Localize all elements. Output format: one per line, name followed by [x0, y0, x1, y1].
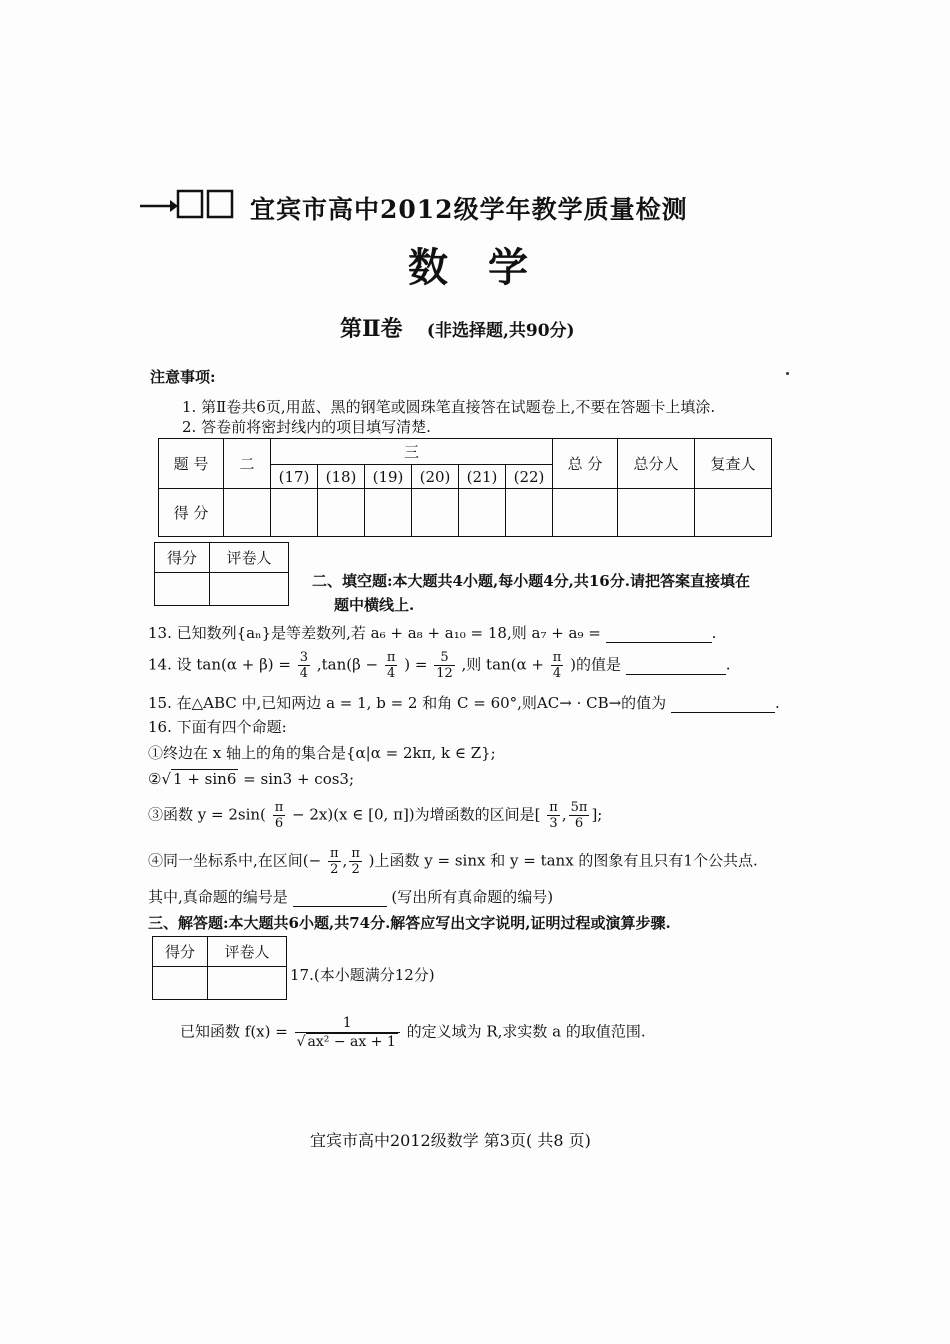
denominator: 2	[351, 862, 360, 877]
grader-name-cell[interactable]	[208, 967, 287, 1000]
proposition-4-text-a: ④同一坐标系中,在区间(−	[148, 851, 322, 870]
question-14: 14. 设 tan(α + β) = $\frac{3}{4}$ ,tan(β − $\frac{\pi}{4}$ ) = $\frac{5}{12}$ ,则 tan(α + $\frac{\pi}{4}$ )的值是 .	[148, 650, 731, 681]
fraction-reciprocal-sqrt	[295, 1014, 400, 1051]
sub-col-21: (21)	[459, 465, 506, 489]
fraction-pi-2	[349, 846, 362, 877]
col-three: 三	[271, 439, 553, 465]
proposition-1: ①终边在 x 轴上的角的集合是{α|α = 2kπ, k ∈ Z};	[148, 744, 496, 762]
proposition-2: ②√ 1 + sin6 = sin3 + cos3;	[148, 770, 355, 788]
proposition-4-text-c: )上函数 y = sinx 和 y = tanx 的图象有且只有1个公共点.	[368, 851, 758, 870]
question-13: 13. 已知数列{aₙ}是等差数列,若 a₆ + a₈ + a₁₀ = 18,则 a₇ + a₉ = .	[148, 624, 717, 642]
speck	[786, 372, 789, 375]
fraction-5-12	[434, 650, 455, 681]
question-13-text: 13. 已知数列{aₙ}是等差数列,若 a₆ + a₈ + a₁₀ = 18,则 a₇ + a₉ =	[148, 624, 601, 642]
part-label: 第Ⅱ卷	[340, 316, 403, 342]
answer-blank-13[interactable]	[606, 624, 712, 643]
sub-col-18: (18)	[318, 465, 365, 489]
score-cell[interactable]	[553, 489, 618, 537]
answer-blank-15[interactable]	[671, 694, 775, 713]
proposition-4-comma: ,	[342, 851, 348, 870]
numerator: 5π	[570, 800, 588, 815]
numerator: π	[329, 846, 339, 861]
question-14-text-c: ) =	[404, 655, 428, 674]
sub-col-20: (20)	[412, 465, 459, 489]
page-footer: 宜宾市高中2012级数学 第3页( 共8 页)	[310, 1131, 591, 1150]
proposition-4	[148, 846, 758, 877]
fraction-pi-6	[273, 800, 286, 831]
note-1: 1. 第Ⅱ卷共6页,用蓝、黑的钢笔或圆珠笔直接答在试题卷上,不要在答题卡上填涂.	[182, 398, 716, 416]
numerator: π	[549, 800, 558, 815]
grader-score-cell[interactable]	[153, 967, 208, 1000]
subject-title: 数学	[408, 244, 568, 291]
grader-name-cell[interactable]	[210, 573, 289, 606]
section3-heading: 三、解答题:本大题共6小题,共74分.解答应写出文字说明,证明过程或演算步骤.	[148, 914, 671, 932]
arrow-with-boxes-mark	[140, 186, 240, 226]
question-15: 15. 在△ABC 中,已知两边 a = 1, b = 2 和角 C = 60°,则AC→ · CB→的值为 .	[148, 694, 780, 712]
grader-score-label: 得分	[155, 543, 210, 573]
numerator: π	[552, 650, 562, 665]
answer-blank-16[interactable]	[293, 888, 387, 907]
numerator: 3	[299, 650, 309, 665]
fraction-pi-3	[547, 800, 560, 831]
score-cell[interactable]	[618, 489, 695, 537]
denominator: √ ax² − ax + 1	[296, 1034, 396, 1050]
denominator: 6	[274, 816, 284, 831]
question-17-text-b: 的定义域为 R,求实数 a 的取值范围.	[406, 1022, 646, 1041]
grader-name-label: 评卷人	[208, 937, 287, 967]
proposition-answer-note: (写出所有真命题的编号)	[391, 888, 554, 906]
denominator: 4	[299, 666, 309, 681]
proposition-3-text-a: ③函数 y = 2sin(	[148, 805, 266, 824]
section2-heading-line2: 题中横线上.	[334, 596, 415, 614]
proposition-2-text: = sin3 + cos3;	[243, 770, 355, 788]
score-cell[interactable]	[365, 489, 412, 537]
question-16: 16. 下面有四个命题:	[148, 718, 287, 736]
fraction-pi-2	[328, 846, 341, 877]
sub-col-19: (19)	[365, 465, 412, 489]
denominator: 6	[574, 816, 584, 831]
question-17-title: 17.(本小题满分12分)	[290, 966, 435, 984]
sqrt-radicand: 1 + sin6	[173, 770, 237, 788]
denominator: 3	[549, 816, 558, 831]
proposition-3	[148, 800, 602, 831]
numerator: π	[274, 800, 284, 815]
numerator: 1	[295, 1014, 400, 1033]
fraction-pi-4	[385, 650, 398, 681]
score-cell[interactable]	[459, 489, 506, 537]
proposition-answer-label: 其中,真命题的编号是	[148, 888, 288, 906]
denominator: 4	[387, 666, 396, 681]
question-14-text-e: )的值是	[570, 655, 621, 674]
grader-box-1	[154, 542, 289, 606]
notes-title: 注意事项:	[150, 368, 216, 386]
sub-col-17: (17)	[271, 465, 318, 489]
col-scorer: 总分人	[618, 439, 695, 489]
part-note: (非选择题,共90分)	[426, 321, 575, 341]
score-cell[interactable]	[506, 489, 553, 537]
proposition-3-text-b: − 2x)(x ∈ [0, π])为增函数的区间是[	[292, 805, 541, 824]
fraction-pi-4	[551, 650, 564, 681]
question-14-text-d: ,则 tan(α +	[461, 655, 545, 674]
exam-title: 宜宾市高中2012级学年教学质量检测	[250, 195, 688, 224]
col-reviewer: 复查人	[695, 439, 772, 489]
row-label-score: 得 分	[159, 489, 224, 537]
fraction-5pi-6	[569, 800, 590, 831]
grader-score-label: 得分	[153, 937, 208, 967]
proposition-3-comma: ,	[561, 805, 567, 824]
numerator: π	[386, 650, 396, 665]
score-cell[interactable]	[412, 489, 459, 537]
question-17-text-a: 已知函数 f(x) =	[180, 1022, 288, 1041]
note-2: 2. 答卷前将密封线内的项目填写清楚.	[182, 418, 431, 436]
sqrt-radicand: ax² − ax + 1	[307, 1034, 396, 1050]
grader-score-cell[interactable]	[155, 573, 210, 606]
proposition-3-text-d: ];	[591, 805, 603, 824]
section2-heading-line1: 二、填空题:本大题共4小题,每小题4分,共16分.请把答案直接填在	[312, 572, 750, 590]
col-total: 总 分	[553, 439, 618, 489]
score-table	[158, 438, 772, 537]
question-14-text-a: 14. 设 tan(α + β) =	[148, 655, 291, 674]
answer-blank-14[interactable]	[626, 656, 726, 675]
question-15-text: 15. 在△ABC 中,已知两边 a = 1, b = 2 和角 C = 60°,则AC→ · CB→的值为	[148, 694, 667, 712]
question-14-text-b: ,tan(β −	[316, 655, 379, 674]
col-two: 二	[224, 439, 271, 489]
proposition-answer	[148, 886, 553, 907]
score-cell[interactable]	[224, 489, 271, 537]
denominator: 4	[552, 666, 562, 681]
denominator: 2	[330, 862, 339, 877]
question-17	[180, 1014, 646, 1051]
proposition-2-marker: ②	[148, 770, 162, 788]
grader-box-2	[152, 936, 287, 1000]
denominator: 12	[436, 666, 453, 681]
numerator: 5	[434, 650, 455, 666]
part-heading	[340, 312, 575, 343]
score-cell[interactable]	[695, 489, 772, 537]
score-cell[interactable]	[318, 489, 365, 537]
numerator: π	[351, 846, 360, 861]
grader-name-label: 评卷人	[210, 543, 289, 573]
row-label-question: 题 号	[159, 439, 224, 489]
score-cell[interactable]	[271, 489, 318, 537]
sub-col-22: (22)	[506, 465, 553, 489]
fraction-3-4	[298, 650, 310, 681]
